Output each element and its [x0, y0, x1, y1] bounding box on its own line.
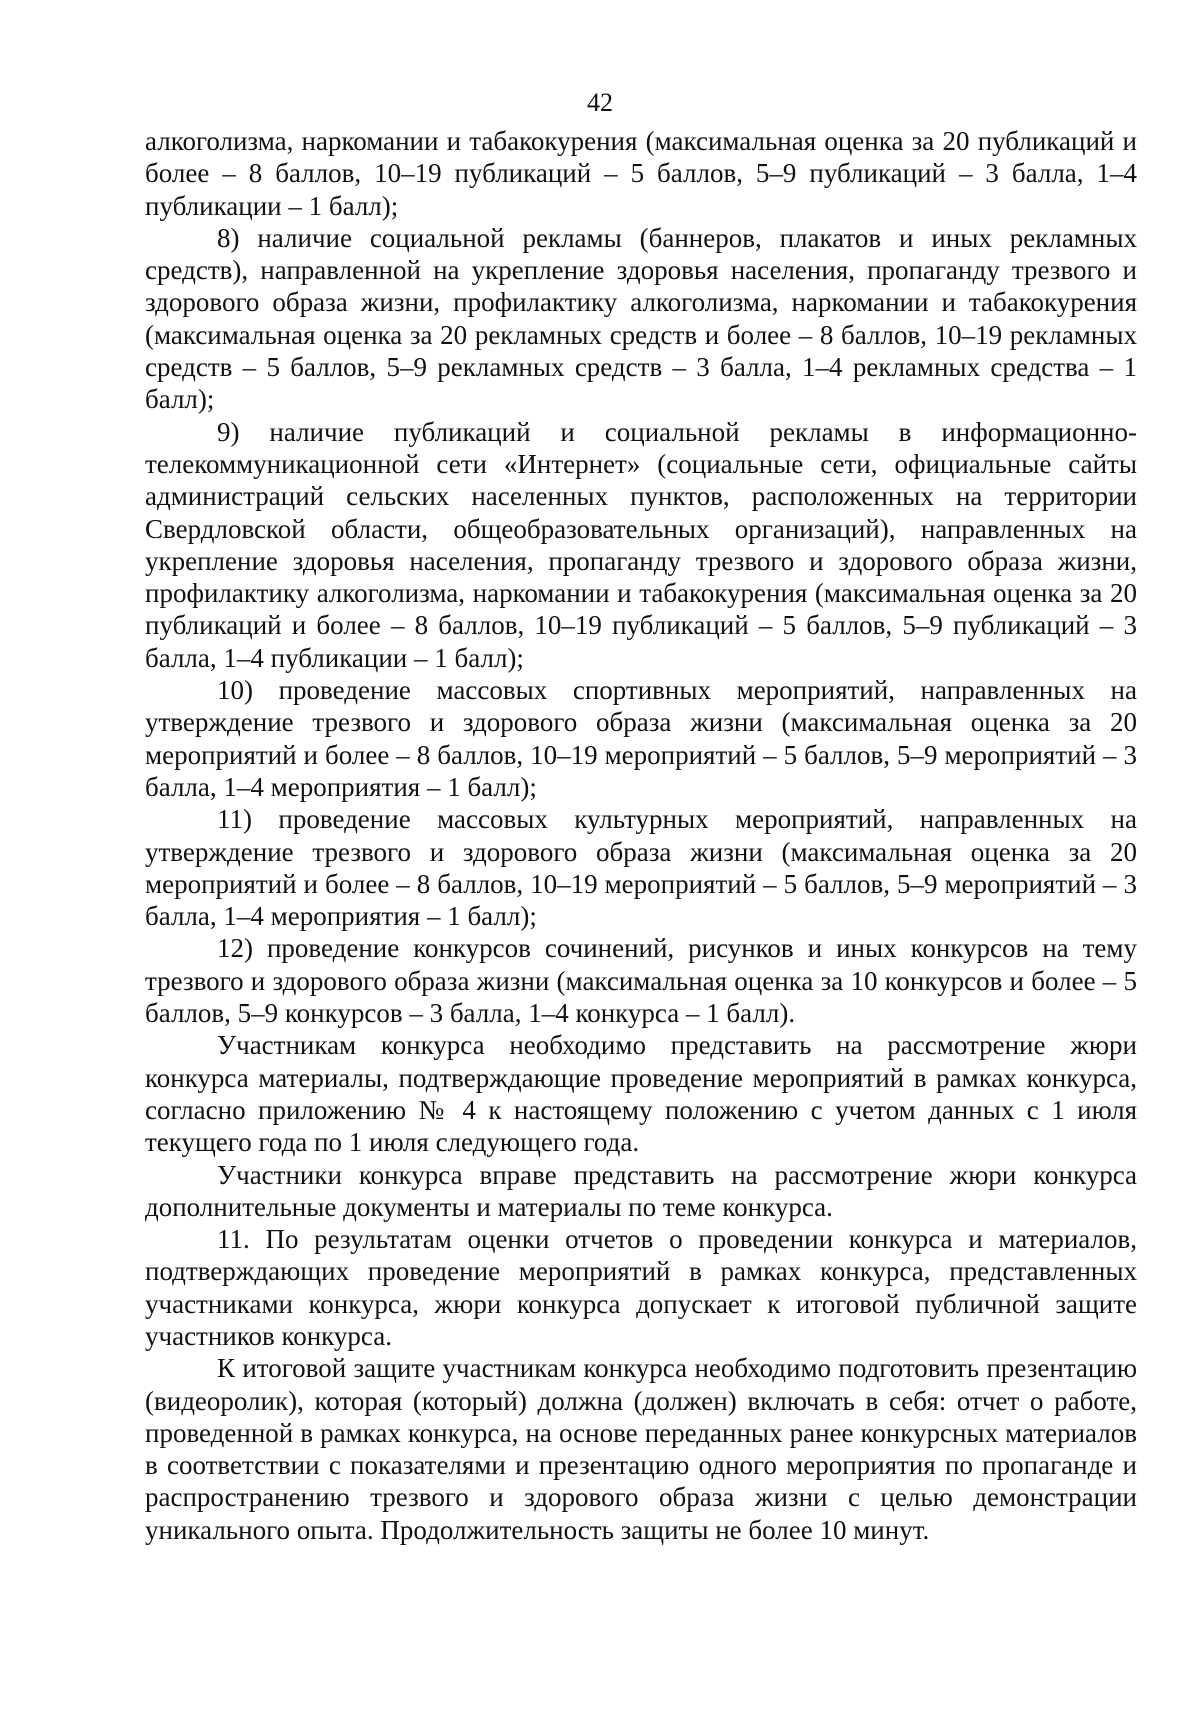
- paragraph-item-11: 11) проведение массовых культурных мероприятий, направленных на утверждение трезвого и здорового образа жизни (максимальная оценка за 20 мероприятий и более – 8 баллов, 10–19 мероприятий – 5 баллов, 5–9 мероприятий – 3 балла, 1–4 мероприятия – 1 балл);: [145, 804, 1137, 932]
- document-body: [145, 125, 1137, 1546]
- paragraph-item-9: 9) наличие публикаций и социальной рекламы в информационно-телекоммуникационной сети «Интернет» (социальные сети, официальные сайты администраций сельских населенных пунктов, расположенных на территории Свердловской области, общеобразовательных организаций), направленных на укрепление здоровья населения, пропаганду трезвого и здорового образа жизни, профилактику алкоголизма, наркомании и табакокурения (максимальная оценка за 20 публикаций и более – 8 баллов, 10–19 публикаций – 5 баллов, 5–9 публикаций – 3 балла, 1–4 публикации – 1 балл);: [145, 416, 1137, 673]
- paragraph-section-11: 11. По результатам оценки отчетов о проведении конкурса и материалов, подтверждающих проведение мероприятий в рамках конкурса, представленных участниками конкурса, жюри конкурса допускает к итоговой публичной защите участников конкурса.: [145, 1224, 1137, 1351]
- paragraph-additional-documents: Участники конкурса вправе представить на рассмотрение жюри конкурса дополнительные документы и материалы по теме конкурса.: [145, 1159, 1137, 1222]
- paragraph-final-defense: К итоговой защите участникам конкурса необходимо подготовить презентацию (видеоролик), которая (который) должна (должен) включать в себя: отчет о работе, проведенной в рамках конкурса, на основе переданных ранее конкурсных материалов в соответствии с показателями и презентацию одного мероприятия по пропаганде и распространению трезвого и здорового образа жизни с целью демонстрации уникального опыта. Продолжительность защиты не более 10 минут.: [145, 1353, 1137, 1545]
- paragraph-item-12: 12) проведение конкурсов сочинений, рисунков и иных конкурсов на тему трезвого и здорового образа жизни (максимальная оценка за 10 конкурсов и более – 5 баллов, 5–9 конкурсов – 3 балла, 1–4 конкурса – 1 балл).: [145, 933, 1137, 1029]
- paragraph-item-10: 10) проведение массовых спортивных мероприятий, направленных на утверждение трезвого и здорового образа жизни (максимальная оценка за 20 мероприятий и более – 8 баллов, 10–19 мероприятий – 5 баллов, 5–9 мероприятий – 3 балла, 1–4 мероприятия – 1 балл);: [145, 675, 1137, 802]
- paragraph-item-8: 8) наличие социальной рекламы (баннеров, плакатов и иных рекламных средств), направленной на укрепление здоровья населения, пропаганду трезвого и здорового образа жизни, профилактику алкоголизма, наркомании и табакокурения (максимальная оценка за 20 рекламных средств и более – 8 баллов, 10–19 рекламных средств – 5 баллов, 5–9 рекламных средств – 3 балла, 1–4 рекламных средства – 1 балл);: [145, 222, 1137, 415]
- paragraph-continuation: алкоголизма, наркомании и табакокурения (максимальная оценка за 20 публикаций и более – 8 баллов, 10–19 публикаций – 5 баллов, 5–9 публикаций – 3 балла, 1–4 публикации – 1 балл);: [145, 126, 1137, 221]
- page-number: 42: [587, 88, 613, 117]
- paragraph-submission-requirements: Участникам конкурса необходимо представить на рассмотрение жюри конкурса материалы, подтверждающие проведение мероприятий в рамках конкурса, согласно приложению № 4 к настоящему положению с учетом данных с 1 июля текущего года по 1 июля следующего года.: [145, 1030, 1137, 1158]
